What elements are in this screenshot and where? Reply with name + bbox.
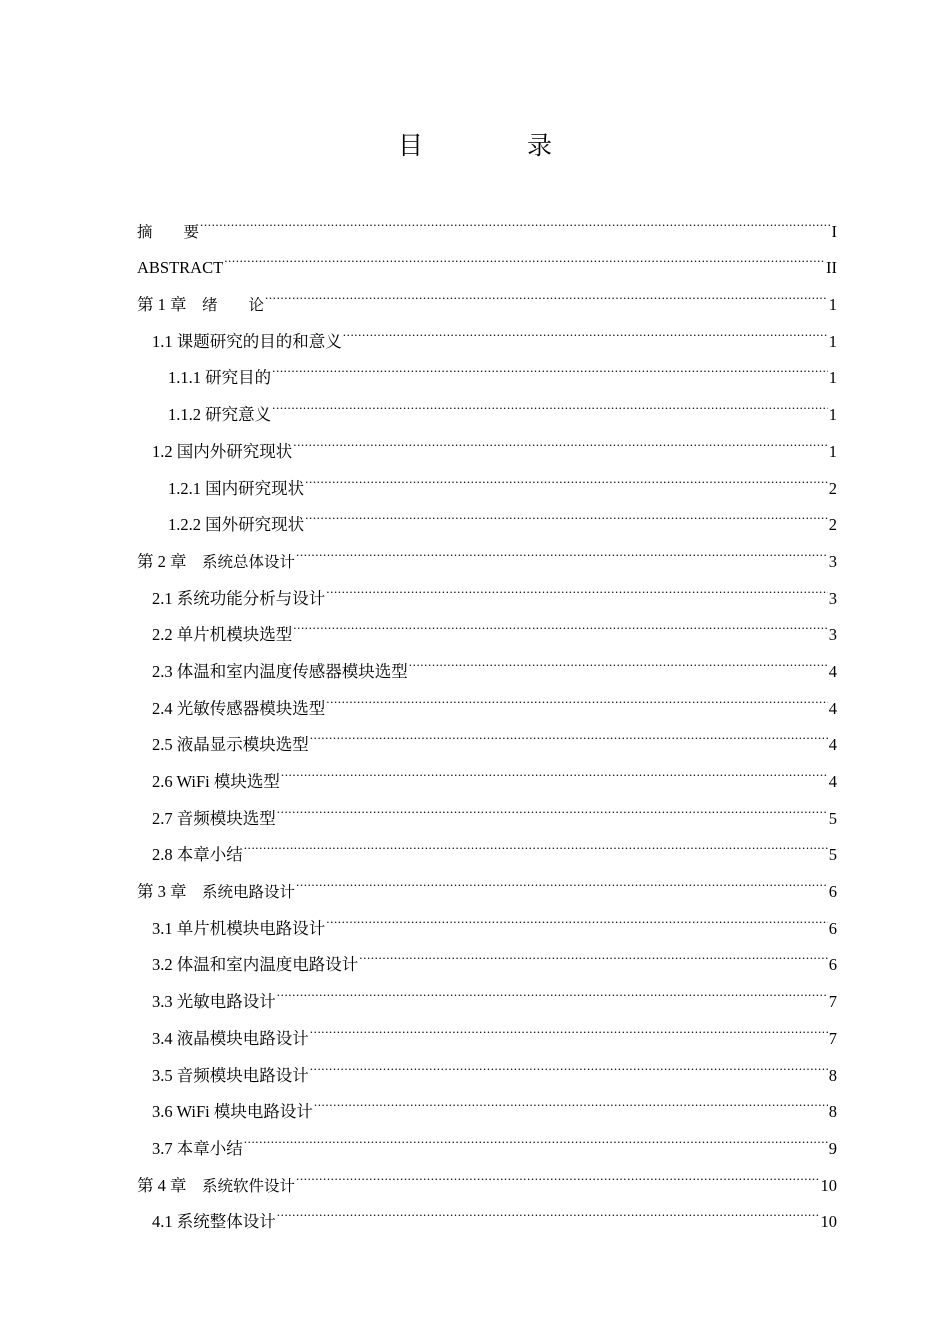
- page-title: 目 录: [398, 131, 600, 160]
- toc-entry-title: 摘 要: [137, 222, 200, 241]
- dot-leader: [265, 273, 828, 310]
- toc-entry[interactable]: [137, 200, 837, 241]
- toc-entry-label: [168, 471, 304, 508]
- dot-leader: [277, 787, 828, 824]
- dot-leader: [296, 860, 828, 897]
- toc-entry-page-number: 10: [820, 1175, 837, 1195]
- toc-entry-title: 系统整体设计: [176, 1212, 276, 1232]
- toc-entry[interactable]: [137, 273, 837, 315]
- toc-entry-page-number: 1: [828, 441, 837, 461]
- toc-entry-page-number: 4: [828, 698, 837, 718]
- toc-entry-title: 系统电路设计: [202, 883, 296, 902]
- dot-leader: [244, 824, 828, 861]
- toc-entry-number: 3.2: [152, 955, 173, 975]
- toc-entry-title: 液晶显示模块选型: [176, 735, 309, 755]
- dot-leader: [293, 604, 828, 641]
- toc-entry-page-number: 3: [828, 625, 837, 645]
- toc-entry-title: 音频模块选型: [176, 808, 276, 828]
- table-of-contents: [137, 200, 837, 1232]
- toc-entry-title: 体温和室内温度电路设计: [176, 955, 359, 975]
- toc-entry-page-number: 2: [828, 478, 837, 498]
- toc-entry-title: 国外研究现状: [205, 515, 305, 535]
- toc-entry-page-number: 2: [828, 515, 837, 535]
- toc-entry-title: 光敏电路设计: [176, 992, 276, 1012]
- toc-entry-page-number: 10: [820, 1212, 837, 1232]
- dot-leader: [296, 1154, 819, 1191]
- toc-entry-label: [152, 1058, 309, 1095]
- toc-entry-number: 2.3: [152, 661, 173, 681]
- toc-entry-page-number: 1: [828, 368, 837, 388]
- toc-entry-title: WiFi 模块选型: [176, 772, 280, 791]
- toc-entry-page-number: 6: [828, 955, 837, 975]
- toc-entry-page-number: II: [826, 258, 837, 278]
- dot-leader: [200, 200, 830, 237]
- toc-entry-label: [152, 984, 276, 1021]
- toc-entry-label: [137, 874, 295, 911]
- dot-leader: [326, 677, 828, 714]
- toc-entry-page-number: 4: [828, 661, 837, 681]
- toc-entry-label: [137, 1168, 295, 1205]
- toc-entry-title: 系统软件设计: [202, 1176, 296, 1195]
- toc-entry-title: 单片机模块电路设计: [176, 918, 326, 938]
- dot-leader: [305, 457, 828, 494]
- toc-entry-page-number: 7: [828, 1028, 837, 1048]
- toc-entry-number: 第 1 章: [137, 295, 187, 315]
- toc-entry-title: 光敏传感器模块选型: [176, 698, 326, 718]
- toc-entry-number: 3.5: [152, 1065, 173, 1085]
- toc-entry-number: 3.7: [152, 1138, 173, 1158]
- toc-entry-number: 3.3: [152, 992, 173, 1012]
- toc-entry-page-number: 5: [828, 808, 837, 828]
- dot-leader: [310, 714, 828, 751]
- toc-entry-number: 3.4: [152, 1028, 173, 1048]
- toc-entry-number: 第 2 章: [137, 551, 187, 571]
- toc-entry-page-number: 4: [828, 772, 837, 791]
- dot-leader: [272, 383, 828, 420]
- toc-entry-number: 1.1.1: [168, 368, 201, 388]
- dot-leader: [310, 1007, 828, 1044]
- toc-entry-label: [152, 1131, 243, 1168]
- toc-entry-title: 国内研究现状: [205, 478, 305, 498]
- toc-entry-label: [152, 837, 243, 874]
- toc-entry-number: 第 3 章: [137, 882, 187, 902]
- dot-leader: [281, 750, 828, 787]
- toc-entry-number: 2.5: [152, 735, 173, 755]
- toc-entry-title: 研究目的: [205, 368, 272, 388]
- toc-entry-page-number: 3: [828, 551, 837, 571]
- toc-entry-label: [168, 507, 304, 544]
- toc-entry-number: 3.6: [152, 1102, 173, 1122]
- toc-entry-title: 液晶模块电路设计: [176, 1028, 309, 1048]
- toc-entry[interactable]: [137, 237, 837, 278]
- toc-entry-label: [168, 397, 271, 434]
- dot-leader: [224, 237, 825, 274]
- toc-entry-number: 1.1.2: [168, 405, 201, 425]
- toc-entry-label: [137, 287, 264, 324]
- toc-entry-page-number: 3: [828, 588, 837, 608]
- toc-entry-label: [152, 617, 292, 654]
- toc-entry-number: 2.1: [152, 588, 173, 608]
- toc-entry-label: [152, 1021, 309, 1058]
- dot-leader: [244, 1117, 828, 1154]
- toc-entry-label: [152, 1204, 276, 1241]
- toc-entry-title: 本章小结: [176, 845, 243, 865]
- toc-entry-page-number: 1: [828, 331, 837, 351]
- toc-entry-number: 4.1: [152, 1212, 173, 1232]
- toc-entry-label: [152, 764, 280, 801]
- dot-leader: [272, 347, 828, 384]
- toc-entry-title: 系统总体设计: [202, 552, 296, 571]
- toc-entry-number: 3.1: [152, 918, 173, 938]
- toc-entry-page-number: 8: [828, 1102, 837, 1122]
- toc-entry-title: 系统功能分析与设计: [176, 588, 326, 608]
- toc-entry-number: 2.6: [152, 772, 173, 791]
- toc-entry-label: [152, 691, 325, 728]
- dot-leader: [305, 494, 828, 531]
- toc-entry-number: 1.2.2: [168, 515, 201, 535]
- dot-leader: [314, 1081, 828, 1118]
- toc-entry-number: 2.7: [152, 808, 173, 828]
- dot-leader: [326, 567, 828, 604]
- toc-entry-number: 2.4: [152, 698, 173, 718]
- toc-entry-title: 绪 论: [202, 296, 265, 315]
- toc-entry-label: [152, 434, 292, 471]
- toc-entry-label: [137, 544, 295, 581]
- dot-leader: [409, 640, 828, 677]
- toc-entry-label: [152, 911, 325, 948]
- toc-entry-page-number: 5: [828, 845, 837, 865]
- toc-entry-title: 单片机模块选型: [176, 625, 293, 645]
- dot-leader: [359, 934, 828, 971]
- dot-leader: [277, 1191, 820, 1228]
- toc-entry-number: 1.2.1: [168, 478, 201, 498]
- dot-leader: [277, 970, 828, 1007]
- toc-entry-label: [137, 214, 199, 251]
- toc-entry-page-number: 4: [828, 735, 837, 755]
- toc-entry-page-number: 1: [828, 295, 837, 315]
- toc-entry-number: 2.2: [152, 625, 173, 645]
- toc-entry-number: 第 4 章: [137, 1175, 187, 1195]
- toc-entry-title: 音频模块电路设计: [176, 1065, 309, 1085]
- toc-entry-title: 本章小结: [176, 1138, 243, 1158]
- toc-entry-title: ABSTRACT: [137, 258, 224, 278]
- toc-entry-title: 课题研究的目的和意义: [176, 331, 342, 351]
- toc-entry-page-number: 8: [828, 1065, 837, 1085]
- toc-entry-page-number: 1: [828, 405, 837, 425]
- dot-leader: [293, 420, 828, 457]
- toc-entry-page-number: 6: [828, 918, 837, 938]
- dot-leader: [343, 310, 828, 347]
- dot-leader: [326, 897, 828, 934]
- toc-entry-title: 国内外研究现状: [176, 441, 293, 461]
- toc-entry-title: WiFi 模块电路设计: [176, 1102, 313, 1122]
- dot-leader: [296, 530, 828, 567]
- toc-entry-page-number: 6: [828, 882, 837, 902]
- toc-entry-page-number: 7: [828, 992, 837, 1012]
- toc-entry-label: [168, 360, 271, 397]
- toc-entry-number: 2.8: [152, 845, 173, 865]
- toc-entry-title: 体温和室内温度传感器模块选型: [176, 661, 408, 681]
- toc-entry-number: 1.1: [152, 331, 173, 351]
- toc-entry-number: 1.2: [152, 441, 173, 461]
- toc-entry-page-number: I: [831, 221, 837, 241]
- dot-leader: [310, 1044, 828, 1081]
- toc-entry-title: 研究意义: [205, 405, 272, 425]
- toc-entry-page-number: 9: [828, 1138, 837, 1158]
- toc-entry-label: [137, 250, 223, 287]
